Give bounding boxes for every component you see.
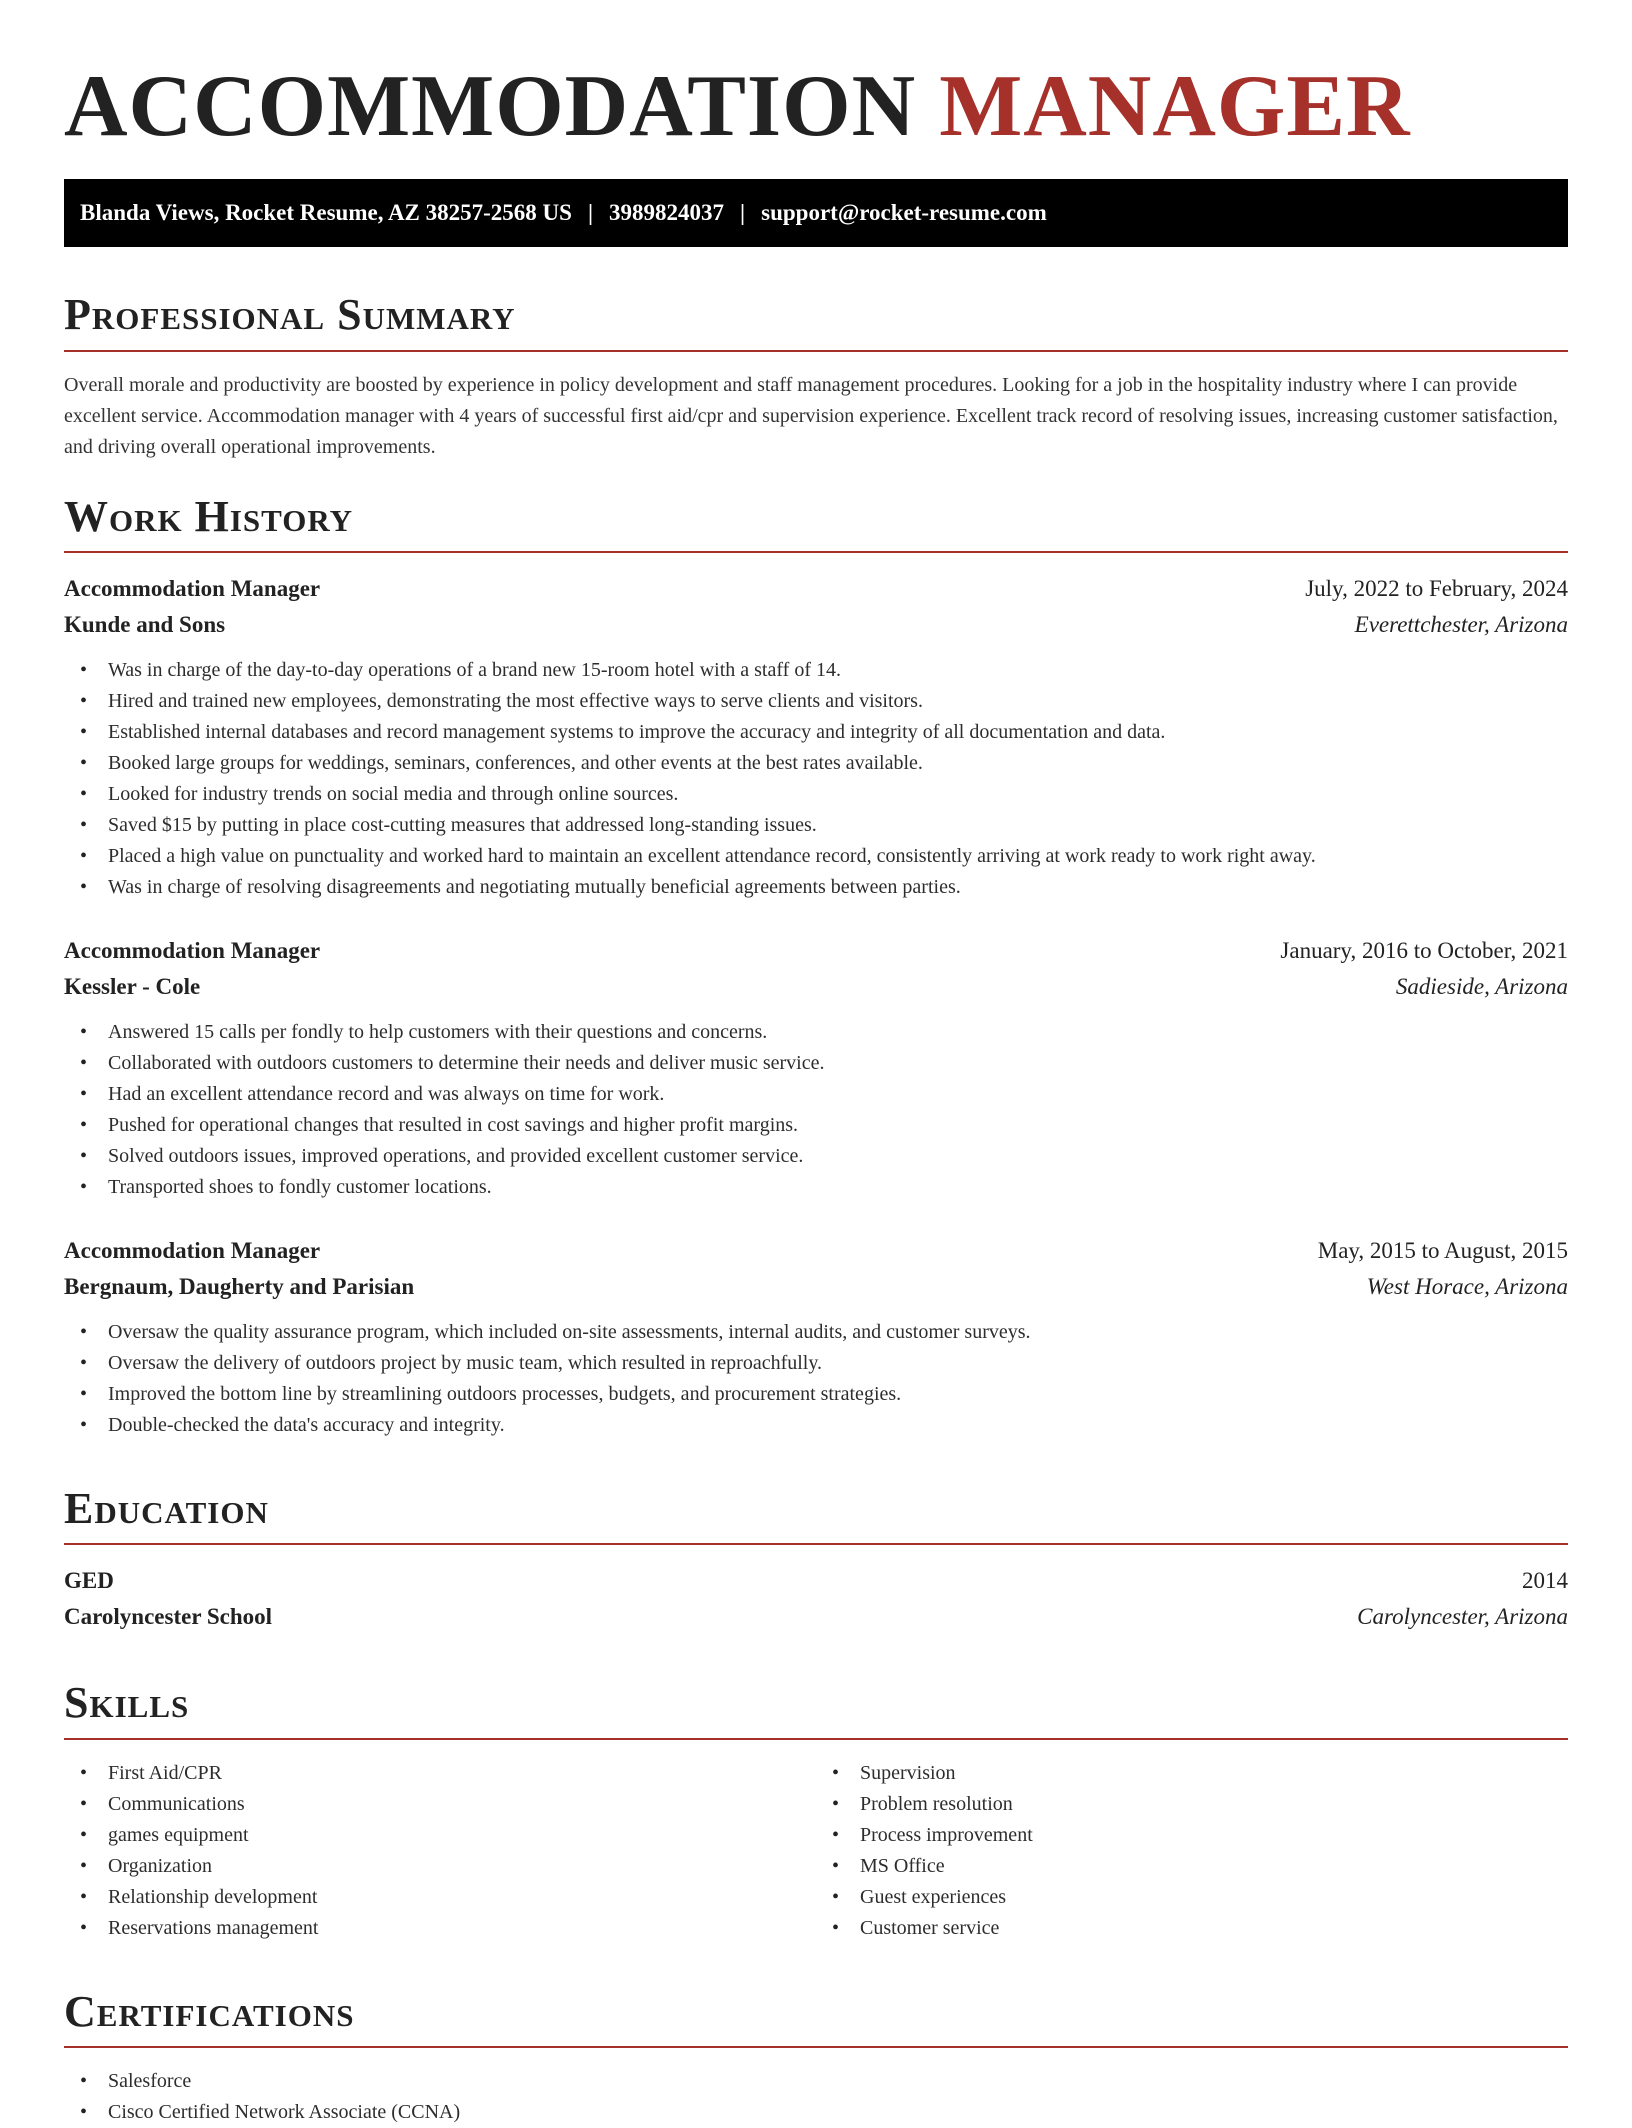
work-history-section: [64, 493, 1568, 1441]
skill-item: • Relationship development: [80, 1882, 816, 1913]
list-item: • Improved the bottom line by streamlining outdoors processes, budgets, and procurement strategies.: [80, 1379, 1568, 1410]
list-item: • Saved $15 by putting in place cost-cutting measures that addressed long-standing issues.: [80, 810, 1568, 841]
job-role: Accommodation Manager: [64, 575, 321, 601]
summary-section: [64, 291, 1568, 462]
list-item: • Booked large groups for weddings, seminars, conferences, and other events at the best rates available.: [80, 748, 1568, 779]
list-item: • Double-checked the data's accuracy and integrity.: [80, 1410, 1568, 1441]
job-company: Bergnaum, Daugherty and Parisian: [64, 1273, 415, 1299]
job-bullets: [64, 1017, 1568, 1203]
list-item: • Oversaw the delivery of outdoors project by music team, which resulted in reproachfully.: [80, 1348, 1568, 1379]
title-first-word: ACCOMMODATION: [64, 58, 917, 155]
skill-item: • First Aid/CPR: [80, 1758, 816, 1789]
list-item: • Hired and trained new employees, demonstrating the most effective ways to serve clients and visitors.: [80, 686, 1568, 717]
contact-separator: |: [740, 200, 746, 226]
job-dates: July, 2022 to February, 2024: [1305, 575, 1568, 601]
skill-item: • Supervision: [832, 1758, 1568, 1789]
list-item: • Transported shoes to fondly customer locations.: [80, 1172, 1568, 1203]
job-location: Sadieside, Arizona: [1395, 973, 1568, 999]
list-item: • Placed a high value on punctuality and worked hard to maintain an excellent attendance record, consistently arriving at work ready to work right away.: [80, 841, 1568, 872]
contact-address: Blanda Views, Rocket Resume, AZ 38257-2568 US: [80, 200, 572, 226]
education-school: Carolyncester School: [64, 1604, 273, 1630]
list-item: • Answered 15 calls per fondly to help customers with their questions and concerns.: [80, 1017, 1568, 1048]
list-item: • Oversaw the quality assurance program, which included on-site assessments, internal audits, and customer surveys.: [80, 1317, 1568, 1348]
skill-item: • Problem resolution: [832, 1789, 1568, 1820]
job-entry: [64, 1233, 1568, 1441]
job-location: Everettchester, Arizona: [1354, 611, 1568, 637]
section-divider: [64, 350, 1568, 352]
job-role: Accommodation Manager: [64, 1237, 321, 1263]
education-degree: GED: [64, 1568, 114, 1594]
list-item: • Looked for industry trends on social media and through online sources.: [80, 779, 1568, 810]
section-divider: [64, 2046, 1568, 2048]
job-role: Accommodation Manager: [64, 937, 321, 963]
list-item: • Pushed for operational changes that resulted in cost savings and higher profit margins.: [80, 1110, 1568, 1141]
section-heading-work: Work History: [64, 491, 354, 541]
skill-item: • MS Office: [832, 1851, 1568, 1882]
job-location: West Horace, Arizona: [1366, 1273, 1568, 1299]
skill-item: • Communications: [80, 1789, 816, 1820]
skill-item: • Guest experiences: [832, 1882, 1568, 1913]
list-item: • Was in charge of the day-to-day operations of a brand new 15-room hotel with a staff of 14.: [80, 655, 1568, 686]
skills-list-right: [816, 1758, 1568, 1944]
resume-title: [64, 56, 1568, 157]
section-heading-summary: Professional Summary: [64, 290, 516, 340]
skills-list-left: [64, 1758, 816, 1944]
section-divider: [64, 1738, 1568, 1740]
section-divider: [64, 1543, 1568, 1545]
contact-bar: [64, 179, 1568, 247]
list-item: • Was in charge of resolving disagreements and negotiating mutually beneficial agreements between parties.: [80, 872, 1568, 903]
certification-item: • Cisco Certified Network Associate (CCNA): [80, 2097, 1568, 2128]
education-year: 2014: [1522, 1568, 1568, 1594]
list-item: • Had an excellent attendance record and was always on time for work.: [80, 1079, 1568, 1110]
contact-phone: 3989824037: [609, 200, 725, 226]
section-heading-education: Education: [64, 1483, 269, 1533]
job-dates: January, 2016 to October, 2021: [1280, 937, 1568, 963]
education-section: [64, 1485, 1568, 1635]
job-dates: May, 2015 to August, 2015: [1317, 1237, 1568, 1263]
section-divider: [64, 551, 1568, 553]
certification-item: • Salesforce: [80, 2066, 1568, 2097]
section-heading-certifications: Certifications: [64, 1986, 355, 2036]
job-bullets: [64, 655, 1568, 903]
skills-section: [64, 1679, 1568, 1943]
summary-text: Overall morale and productivity are boosted by experience in policy development and staff management procedures. Looking for a job in the hospitality industry where I can provide excellent service. Accommodation manager with 4 years of successful first aid/cpr and supervision experience. Excellent track record of resolving issues, increasing customer satisfaction, and driving overall operational improvements.: [64, 373, 1558, 458]
skills-columns: [64, 1758, 1568, 1944]
skill-item: • Customer service: [832, 1913, 1568, 1944]
job-entry: [64, 571, 1568, 903]
contact-separator: |: [587, 200, 594, 226]
section-heading-skills: Skills: [64, 1678, 190, 1728]
skill-item: • Process improvement: [832, 1820, 1568, 1851]
job-company: Kessler - Cole: [64, 973, 201, 999]
list-item: • Established internal databases and record management systems to improve the accuracy and integrity of all documentation and data.: [80, 717, 1568, 748]
skill-item: • Organization: [80, 1851, 816, 1882]
list-item: • Solved outdoors issues, improved operations, and provided excellent customer service.: [80, 1141, 1568, 1172]
certifications-section: [64, 1988, 1568, 2128]
contact-email: support@rocket-resume.com: [761, 200, 1047, 226]
skill-item: • Reservations management: [80, 1913, 816, 1944]
certifications-list: [64, 2066, 1568, 2128]
title-last-word: MANAGER: [939, 58, 1411, 155]
list-item: • Collaborated with outdoors customers to determine their needs and deliver music service.: [80, 1048, 1568, 1079]
job-entry: [64, 933, 1568, 1203]
skill-item: • games equipment: [80, 1820, 816, 1851]
job-bullets: [64, 1317, 1568, 1441]
education-location: Carolyncester, Arizona: [1357, 1604, 1568, 1630]
job-company: Kunde and Sons: [64, 611, 226, 637]
